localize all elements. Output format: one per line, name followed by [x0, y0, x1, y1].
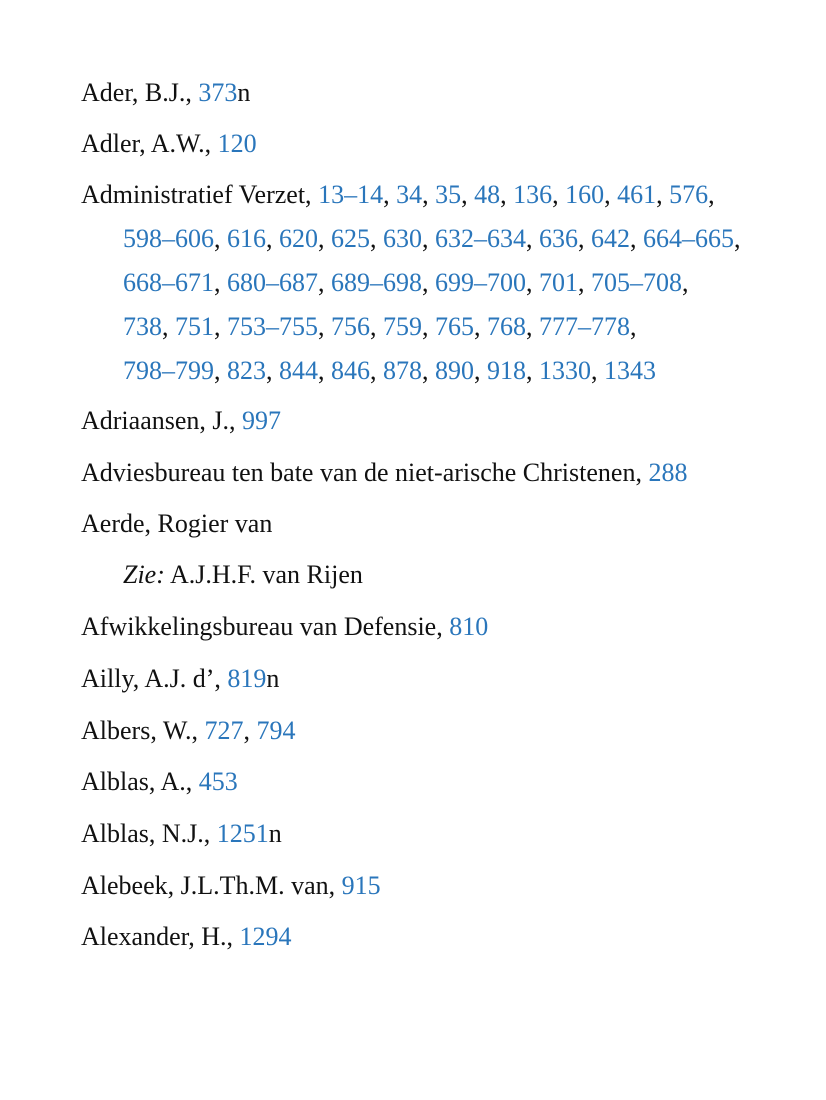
index-entry: Albers, W., 727, 794 [81, 716, 296, 745]
page-reference[interactable]: 630 [383, 224, 422, 253]
index-entry: Administratief Verzet, 13–14, 34, 35, 48, 136, 160, 461, 576, [81, 180, 715, 209]
entry-continuation: 738, 751, 753–755, 756, 759, 765, 768, 777–778, [123, 312, 637, 341]
index-entry [81, 406, 281, 436]
page-reference[interactable]: 759 [383, 312, 422, 341]
page-reference[interactable]: 777–778 [539, 312, 630, 341]
page-reference[interactable]: 915 [341, 871, 381, 900]
entry-name: Albers, W., [81, 716, 198, 745]
index-entry [81, 458, 687, 488]
index-entry [81, 129, 257, 159]
entry-name: Adviesbureau ten bate van de niet-arische Christenen, [81, 458, 642, 487]
page-reference[interactable]: 576 [669, 180, 709, 209]
page-reference[interactable]: 136 [513, 180, 553, 209]
page-reference[interactable]: 1343 [604, 356, 656, 385]
page-reference[interactable]: 620 [279, 224, 318, 253]
page-reference[interactable]: 727 [204, 716, 244, 745]
index-entry [81, 767, 238, 797]
page-reference[interactable]: 794 [256, 716, 296, 745]
note-suffix: n [268, 819, 282, 848]
index-entry [81, 509, 272, 539]
page-reference[interactable]: 288 [648, 458, 688, 487]
page-reference[interactable]: 35 [435, 180, 462, 209]
note-suffix: n [237, 78, 251, 107]
page-reference[interactable]: 1294 [239, 922, 292, 951]
page-reference[interactable]: 705–708 [591, 268, 682, 297]
page-reference[interactable]: 120 [217, 129, 257, 158]
page-reference[interactable]: 738 [123, 312, 162, 341]
note-suffix: n [266, 664, 280, 693]
entry-name: Ailly, A.J. d’, [81, 664, 221, 693]
entry-continuation: 798–799, 823, 844, 846, 878, 890, 918, 1330, 1343 [123, 356, 656, 385]
entry-name: Alblas, A., [81, 767, 193, 796]
page-reference[interactable]: 997 [242, 406, 282, 435]
page-reference[interactable]: 636 [539, 224, 578, 253]
index-entry [81, 871, 381, 901]
page-reference[interactable]: 751 [175, 312, 214, 341]
page-reference[interactable]: 701 [539, 268, 578, 297]
page-reference[interactable]: 664–665 [643, 224, 734, 253]
page-reference[interactable]: 625 [331, 224, 370, 253]
page-reference[interactable]: 1330 [539, 356, 591, 385]
page-reference[interactable]: 765 [435, 312, 474, 341]
see-reference [123, 560, 363, 590]
entry-name: Adler, A.W., [81, 129, 212, 158]
page-reference[interactable]: 34 [396, 180, 423, 209]
page-reference[interactable]: 699–700 [435, 268, 526, 297]
see-label: Zie: [123, 560, 165, 589]
page-reference[interactable]: 753–755 [227, 312, 318, 341]
page-reference[interactable]: 918 [487, 356, 526, 385]
index-entry [81, 664, 279, 694]
page-reference[interactable]: 810 [449, 612, 489, 641]
page-reference[interactable]: 453 [198, 767, 238, 796]
page-reference[interactable]: 461 [617, 180, 657, 209]
page-reference[interactable]: 819 [227, 664, 267, 693]
page-reference[interactable]: 878 [383, 356, 422, 385]
entry-name: Alebeek, J.L.Th.M. van, [81, 871, 336, 900]
index-entry [81, 922, 292, 952]
entry-name: Administratief Verzet, [81, 180, 312, 209]
entry-name: Alexander, H., [81, 922, 234, 951]
page-reference[interactable]: 823 [227, 356, 266, 385]
entry-continuation: 598–606, 616, 620, 625, 630, 632–634, 636, 642, 664–665, [123, 224, 741, 253]
index-entry [81, 612, 488, 642]
page-reference[interactable]: 373 [198, 78, 238, 107]
entry-name: Alblas, N.J., [81, 819, 211, 848]
page-reference[interactable]: 846 [331, 356, 370, 385]
page-reference[interactable]: 890 [435, 356, 474, 385]
page-reference[interactable]: 632–634 [435, 224, 526, 253]
entry-name: Aerde, Rogier van [81, 509, 273, 538]
index-entry [81, 819, 282, 849]
index-entry [81, 78, 250, 108]
entry-name: Adriaansen, J., [81, 406, 236, 435]
page-reference[interactable]: 1251 [216, 819, 269, 848]
page-reference[interactable]: 160 [565, 180, 605, 209]
page-reference[interactable]: 48 [474, 180, 501, 209]
page-reference[interactable]: 598–606 [123, 224, 214, 253]
page-reference[interactable]: 668–671 [123, 268, 214, 297]
page-reference[interactable]: 13–14 [318, 180, 384, 209]
page-reference[interactable]: 768 [487, 312, 526, 341]
entry-name: Ader, B.J., [81, 78, 192, 107]
see-target: A.J.H.F. van Rijen [169, 560, 363, 589]
page-reference[interactable]: 680–687 [227, 268, 318, 297]
page-reference[interactable]: 689–698 [331, 268, 422, 297]
page-reference[interactable]: 616 [227, 224, 266, 253]
entry-continuation: 668–671, 680–687, 689–698, 699–700, 701, 705–708, [123, 268, 689, 297]
page-reference[interactable]: 798–799 [123, 356, 214, 385]
page-reference[interactable]: 756 [331, 312, 370, 341]
page-reference[interactable]: 844 [279, 356, 318, 385]
page-reference[interactable]: 642 [591, 224, 630, 253]
entry-name: Afwikkelingsbureau van Defensie, [81, 612, 443, 641]
